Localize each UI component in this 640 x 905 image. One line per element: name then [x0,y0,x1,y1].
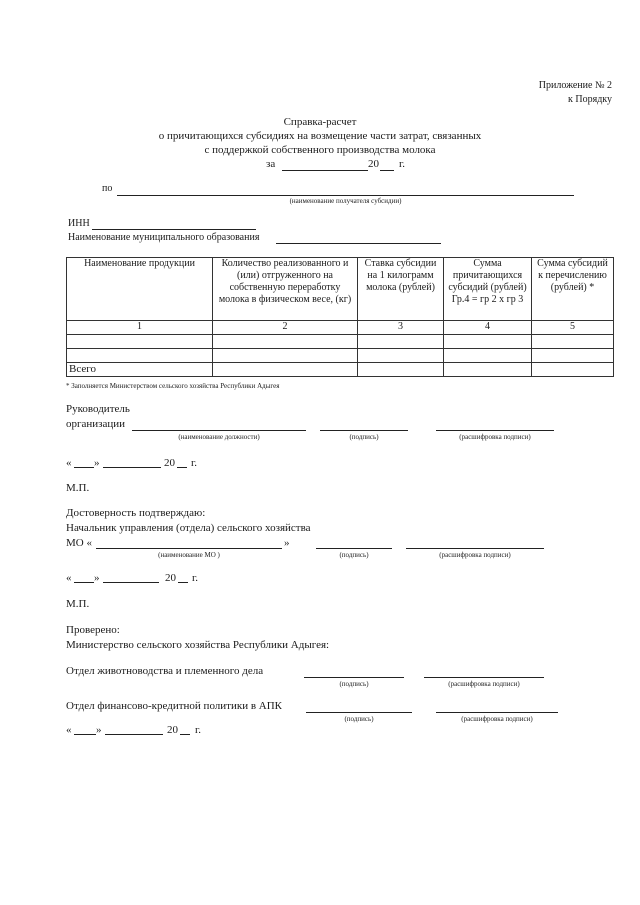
recipient-label: по [102,183,113,194]
doc-subtitle-2: с поддержкой собственного производства молока [204,144,436,156]
date-year: 20 [165,572,176,584]
header-rate: Ставка субсидии на 1 килограмм молока (рублей) [358,258,444,321]
date-month-line [105,734,163,735]
stamp-place: М.П. [66,482,90,494]
date-year-line [177,467,187,468]
date-close-quote: » [94,457,100,469]
subsidy-table [66,257,614,377]
date-day-line [74,582,94,583]
col-number: 1 [67,321,213,335]
position-line [132,430,306,431]
table-header-row [67,258,614,321]
recipient-caption: (наименование получателя субсидии) [289,197,402,205]
signature-caption: (подпись) [344,715,374,723]
municipality-label: Наименование муниципального образования [68,232,260,243]
mo-close-quote: » [284,537,290,549]
ministry-name: Министерство сельского хозяйства Республики Адыгея: [66,639,330,651]
date-year: 20 [167,724,178,736]
table-cell [532,335,614,349]
table-cell [444,349,532,363]
inn-line [92,229,256,230]
table-cell [213,363,358,377]
confirm-title: Достоверность подтверждаю: [66,507,206,519]
date-g: г. [191,457,198,469]
period-year-line [380,170,394,171]
doc-subtitle-1: о причитающихся субсидиях на возмещение части затрат, связанных [158,130,482,142]
header-transfer: Сумма субсидий к перечислению (рублей) * [532,258,614,321]
date-g: г. [192,572,199,584]
signature-line [316,548,392,549]
confirm-position: Начальник управления (отдела) сельского хозяйства [66,522,311,534]
date-close-quote: » [96,724,102,736]
col-number: 5 [532,321,614,335]
decode-caption: (расшифровка подписи) [448,680,520,688]
table-cell [213,349,358,363]
date-month-line [103,582,159,583]
mo-line [96,548,282,549]
period-year: 20 [368,158,379,170]
date-year-line [180,734,190,735]
table-cell [213,335,358,349]
decode-line [436,712,558,713]
table-row [67,349,614,363]
checked-title: Проверено: [66,624,120,636]
appendix-reference: к Порядку [568,94,612,105]
table-row [67,335,614,349]
col-number: 3 [358,321,444,335]
header-quantity: Количество реализованного и (или) отгруженного на собственную переработку молока в физическом весе, (кг) [213,258,358,321]
mo-label: МО « [66,537,92,549]
table-total-row [67,363,614,377]
table-number-row [67,321,614,335]
municipality-line [276,243,441,244]
dept-finance: Отдел финансово-кредитной политики в АПК [66,700,283,712]
period-g: г. [399,158,406,170]
table-cell [532,363,614,377]
table-cell [358,363,444,377]
inn-label: ИНН [68,218,90,229]
col-number: 4 [444,321,532,335]
signature-line [306,712,412,713]
date-day-line [74,734,96,735]
head-title-2: организации [66,418,126,430]
period-label: за [266,158,276,170]
mo-caption: (наименование МО ) [158,551,220,559]
table-cell [358,335,444,349]
signature-line [304,677,404,678]
decode-caption: (расшифровка подписи) [439,551,511,559]
date-year-line [178,582,188,583]
period-line [282,170,368,171]
signature-line [320,430,408,431]
stamp-place: М.П. [66,598,90,610]
table-cell [67,335,213,349]
header-due: Сумма причитающихся субсидий (рублей) Гр.4 = гр 2 х гр 3 [444,258,532,321]
signature-caption: (подпись) [339,551,369,559]
date-day-line [74,467,94,468]
decode-caption: (расшифровка подписи) [459,433,531,441]
decode-line [424,677,544,678]
decode-line [436,430,554,431]
date-open-quote: « [66,457,72,469]
recipient-line [117,195,574,196]
table-cell [358,349,444,363]
date-open-quote: « [66,724,72,736]
table-footnote: * Заполняется Министерством сельского хозяйства Республики Адыгея [66,382,280,390]
head-title-1: Руководитель [66,403,130,415]
position-caption: (наименование должности) [178,433,260,441]
table-cell [532,349,614,363]
signature-caption: (подпись) [349,433,379,441]
dept-livestock: Отдел животноводства и племенного дела [66,665,264,677]
signature-caption: (подпись) [339,680,369,688]
col-number: 2 [213,321,358,335]
date-month-line [103,467,161,468]
appendix-number: Приложение № 2 [538,80,612,91]
table-cell [67,349,213,363]
doc-title: Справка-расчет [283,116,357,128]
date-year: 20 [164,457,175,469]
decode-caption: (расшифровка подписи) [461,715,533,723]
total-label: Всего [67,363,213,377]
table-cell [444,335,532,349]
decode-line [406,548,544,549]
header-product: Наименование продукции [67,258,213,321]
date-close-quote: » [94,572,100,584]
date-open-quote: « [66,572,72,584]
table-cell [444,363,532,377]
date-g: г. [195,724,202,736]
